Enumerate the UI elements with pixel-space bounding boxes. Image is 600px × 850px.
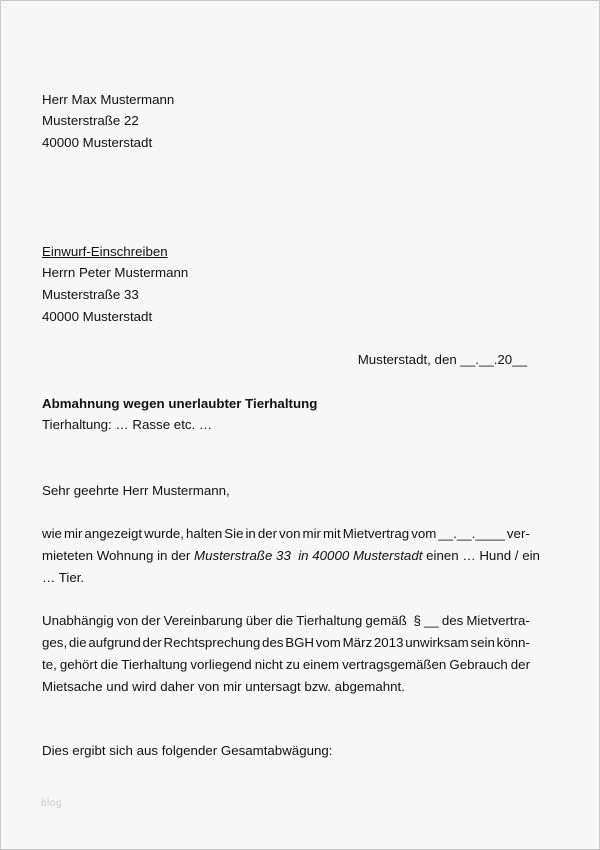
word: März bbox=[342, 635, 373, 650]
para1-line2-end: einen … Hund / ein bbox=[422, 548, 540, 563]
word: angezeigt bbox=[84, 526, 143, 541]
word: zu bbox=[285, 657, 300, 672]
word: __.__.____ bbox=[438, 526, 505, 541]
word: Tierhaltung bbox=[296, 613, 363, 628]
word: die bbox=[275, 613, 294, 628]
word: Sie bbox=[224, 526, 244, 541]
para3: Dies ergibt sich aus folgender Gesamtabwägung: bbox=[42, 743, 333, 758]
word: nicht bbox=[254, 657, 283, 672]
para2-line2 bbox=[42, 635, 530, 651]
word: wie bbox=[42, 526, 62, 541]
word: BGH bbox=[285, 635, 315, 650]
word: einem bbox=[302, 657, 340, 672]
recipient-street: Musterstraße 33 bbox=[42, 287, 139, 302]
para1-line2-address: Musterstraße 33 in 40000 Musterstadt bbox=[194, 548, 423, 563]
word: § bbox=[409, 613, 421, 628]
sender-name: Herr Max Mustermann bbox=[42, 92, 175, 107]
word: von bbox=[116, 613, 139, 628]
word: der bbox=[141, 613, 161, 628]
para1-line2 bbox=[42, 548, 540, 564]
word: gemäß bbox=[365, 613, 407, 628]
word: sein bbox=[470, 635, 495, 650]
word: gehört bbox=[59, 657, 98, 672]
subject-title: Abmahnung wegen unerlaubter Tierhaltung bbox=[42, 396, 318, 411]
word: halten bbox=[186, 526, 223, 541]
word: Unabhängig bbox=[42, 613, 114, 628]
word: von bbox=[279, 526, 301, 541]
para2-line1 bbox=[42, 613, 530, 629]
word: 2013 bbox=[373, 635, 404, 650]
shipping-method: Einwurf-Einschreiben bbox=[42, 244, 168, 259]
word: aufgrund bbox=[88, 635, 141, 650]
word: der bbox=[510, 657, 530, 672]
word: wurde, bbox=[144, 526, 185, 541]
word: der bbox=[142, 635, 162, 650]
word: vom bbox=[411, 526, 437, 541]
word: mir bbox=[302, 526, 321, 541]
watermark: blog bbox=[41, 798, 62, 809]
word: über bbox=[245, 613, 273, 628]
word: Vereinbarung bbox=[163, 613, 243, 628]
para1-line2-start: mieteten Wohnung in der bbox=[42, 548, 195, 563]
word: könn- bbox=[496, 635, 530, 650]
sender-street: Musterstraße 22 bbox=[42, 113, 139, 128]
word: Mietvertrag bbox=[342, 526, 410, 541]
word: vom bbox=[315, 635, 341, 650]
subject-detail: Tierhaltung: … Rasse etc. … bbox=[42, 417, 213, 432]
word: Tierhaltung bbox=[121, 657, 188, 672]
word: der bbox=[257, 526, 278, 541]
word: unwirksam bbox=[405, 635, 469, 650]
para2-line3 bbox=[42, 657, 530, 673]
para2-line4: Mietsache und wird daher von mir untersagt bzw. abgemahnt. bbox=[42, 679, 405, 694]
date-line: Musterstadt, den __.__.20__ bbox=[357, 352, 527, 367]
salutation: Sehr geehrte Herr Mustermann, bbox=[42, 483, 230, 498]
word: Rechtsprechung bbox=[163, 635, 261, 650]
para1-line1 bbox=[42, 526, 530, 542]
para1-line3: … Tier. bbox=[42, 570, 85, 585]
recipient-name: Herrn Peter Mustermann bbox=[42, 265, 189, 280]
word: Mietvertra- bbox=[466, 613, 530, 628]
sender-city: 40000 Musterstadt bbox=[42, 135, 153, 150]
word: in bbox=[245, 526, 256, 541]
word: ges, bbox=[42, 635, 68, 650]
word: te, bbox=[42, 657, 57, 672]
recipient-city: 40000 Musterstadt bbox=[42, 309, 153, 324]
word: Gebrauch bbox=[449, 657, 508, 672]
word: die bbox=[68, 635, 87, 650]
word: vorliegend bbox=[190, 657, 252, 672]
word: ver- bbox=[506, 526, 530, 541]
word: des bbox=[441, 613, 464, 628]
word: vertragsgemäßen bbox=[342, 657, 447, 672]
word: des bbox=[262, 635, 284, 650]
word: die bbox=[100, 657, 119, 672]
word: mir bbox=[63, 526, 83, 541]
word: mit bbox=[322, 526, 341, 541]
word: __ bbox=[423, 613, 439, 628]
